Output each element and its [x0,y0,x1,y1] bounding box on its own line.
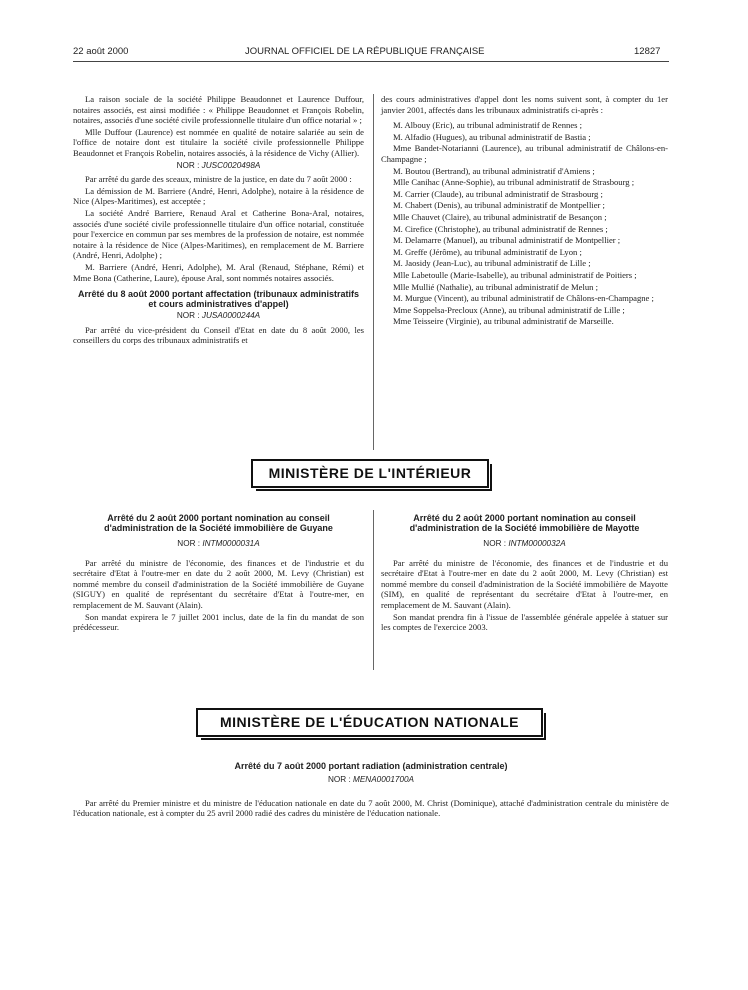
paragraph: La raison sociale de la société Philippe Beaudonnet et Laurence Duffour, notaires associés, est ainsi modifiée : « Philippe Beaudonnet et François Robelin, notaires, associés d'une société civile professionnelle titulaire d'un office notarial » ; [73,94,364,126]
page-number: 12827 [634,46,661,57]
list-item: M. Greffe (Jérôme), au tribunal administratif de Lyon ; [393,246,582,257]
list-item: Mme Teisseire (Virginie), au tribunal administratif de Marseille. [393,316,614,327]
list-item: M. Jaosidy (Jean-Luc), au tribunal administratif de Lille ; [393,258,591,269]
column-divider [373,94,374,450]
list-item: Mlle Labetoulle (Marie-Isabelle), au tribunal administratif de Poitiers ; [393,269,637,280]
nor-label: NOR : [177,539,201,548]
nor-reference [73,311,364,322]
ministry-education-heading: MINISTÈRE DE L'ÉDUCATION NATIONALE [196,708,543,737]
list-item: M. Alfadio (Hugues), au tribunal administratif de Bastia ; [393,131,591,142]
list-item: M. Chabert (Denis), au tribunal administratif de Montpellier ; [393,200,605,211]
interior-right-column [381,507,668,634]
column-divider [373,510,374,670]
header-rule [73,61,669,62]
paragraph: La société André Barriere, Renaud Aral et Catherine Bona-Aral, notaires, associés d'une société civile professionnelle titulaire d'un office notarial, constituée pour l'exercice en commun par ses membres de la profession de notaire, est nommée notaire à la résidence de Nice (Alpes-Maritimes), en remplacement de M. Barriere (André, Henri, Adolphe) ; [73,207,364,261]
paragraph: Par arrêté du vice-président du Conseil d'Etat en date du 8 août 2000, les conseillers du corps des tribunaux administratifs et [73,324,364,346]
list-item: Mme Bandet-Notarianni (Laurence), au tribunal administratif de Châlons-en-Champagne ; [381,143,668,164]
nor-label: NOR : [176,160,200,170]
paragraph: Par arrêté du Premier ministre et du ministre de l'éducation nationale en date du 7 août 2000, M. Christ (Dominique), attaché d'administration centrale du ministère de l'éducation nationale, est à compter du 25 avril 2000 radié des cadres du ministère de l'éducation nationale. [73,797,669,819]
list-item: M. Boutou (Bertrand), au tribunal administratif d'Amiens ; [393,165,595,176]
nor-label: NOR : [483,539,507,548]
list-item: M. Cirefice (Christophe), au tribunal administratif de Rennes ; [393,223,608,234]
list-item: M. Murgue (Vincent), au tribunal administratif de Châlons-en-Champagne ; [393,293,654,304]
nor-label: NOR : [176,311,200,321]
list-item: M. Carrier (Claude), au tribunal administratif de Strasbourg ; [393,188,603,199]
nor-reference [73,539,364,550]
nor-code: JUSA0000244A [201,311,261,321]
list-item: Mme Soppelsa-Precloux (Anne), au tribunal administratif de Lille ; [393,304,625,315]
header-date: 22 août 2000 [73,46,129,57]
nor-reference [73,775,669,786]
nor-reference [73,161,364,172]
article-title: Arrêté du 2 août 2000 portant nomination au conseil d'administration de la Société immobilière de Guyane [104,513,333,533]
list-item: M. Delamarre (Manuel), au tribunal administratif de Montpellier ; [393,235,621,246]
interior-left-column [73,507,364,634]
paragraph: La démission de M. Barriere (André, Henri, Adolphe), notaire à la résidence de Nice (Alpes-Maritimes), est acceptée ; [73,185,364,207]
nor-label: NOR : [327,775,351,784]
paragraph: Par arrêté du ministre de l'économie, des finances et de l'industrie et du secrétaire d'Etat à l'outre-mer en date du 2 août 2000, M. Levy (Christian) est nommé membre du conseil d'administration de la Société immobilière de Guyane (SIGUY) en qualité de représentant du secrétaire d'Etat à l'outre-mer, en remplacement de M. Sauvant (Alain). [73,557,364,610]
list-item: Mlle Canihac (Anne-Sophie), au tribunal administratif de Strasbourg ; [393,177,635,188]
list-item: Mlle Mullié (Nathalie), au tribunal administratif de Melun ; [393,281,599,292]
article-title: Arrêté du 7 août 2000 portant radiation (administration centrale) [234,761,508,771]
left-top-column [73,94,364,347]
paragraph: Son mandat prendra fin à l'issue de l'assemblée générale appelée à statuer sur les comptes de l'exercice 2003. [381,611,668,633]
education-section [73,755,669,820]
paragraph: Mlle Duffour (Laurence) est nommée en qualité de notaire salariée au sein de l'office de notaire dont est titulaire la société civile professionnelle Philippe Beaudonnet et François Robelin, notaires associés, à la résidence de Vichy (Allier). [73,126,364,158]
ministry-interior-heading: MINISTÈRE DE L'INTÉRIEUR [251,459,489,488]
list-item: Mlle Chauvet (Claire), au tribunal administratif de Besançon ; [393,211,607,222]
right-top-column [381,94,668,328]
nor-code: INTM0000031A [202,539,260,548]
article-title: Arrêté du 8 août 2000 portant affectation (tribunaux administratifs et cours administratives d'appel) [77,289,360,310]
list-item: M. Albouy (Eric), au tribunal administratif de Rennes ; [393,120,583,131]
article-title: Arrêté du 2 août 2000 portant nomination au conseil d'administration de la Société immobilière de Mayotte [409,513,640,533]
nor-reference [381,539,668,550]
nor-code: INTM0000032A [508,539,566,548]
nor-code: MENA0001700A [353,775,415,784]
journal-title: JOURNAL OFFICIEL DE LA RÉPUBLIQUE FRANÇAISE [245,46,485,57]
paragraph: Par arrêté du ministre de l'économie, des finances et de l'industrie et du secrétaire d'Etat à l'outre-mer en date du 2 août 2000, M. Levy (Christian) est nommé membre du conseil d'administration de la Société immobilière de Mayotte (SIM), en qualité de représentant du secrétaire d'Etat à l'outre-mer, en remplacement de M. Sauvant (Alain). [381,557,668,610]
paragraph: Son mandat expirera le 7 juillet 2001 inclus, date de la fin du mandat de son prédécesseur. [73,611,364,633]
paragraph: des cours administratives d'appel dont les noms suivent sont, à compter du 1er janvier 2001, affectés dans les tribunaux administratifs ci-après : [381,94,668,115]
paragraph: M. Barriere (André, Henri, Adolphe), M. Aral (Renaud, Stéphane, Rémi) et Mme Bona (Catherine, Laure), épouse Aral, sont nommés notaires associés. [73,261,364,283]
nor-code: JUSC0020498A [201,160,261,170]
paragraph: Par arrêté du garde des sceaux, ministre de la justice, en date du 7 août 2000 : [85,174,352,185]
